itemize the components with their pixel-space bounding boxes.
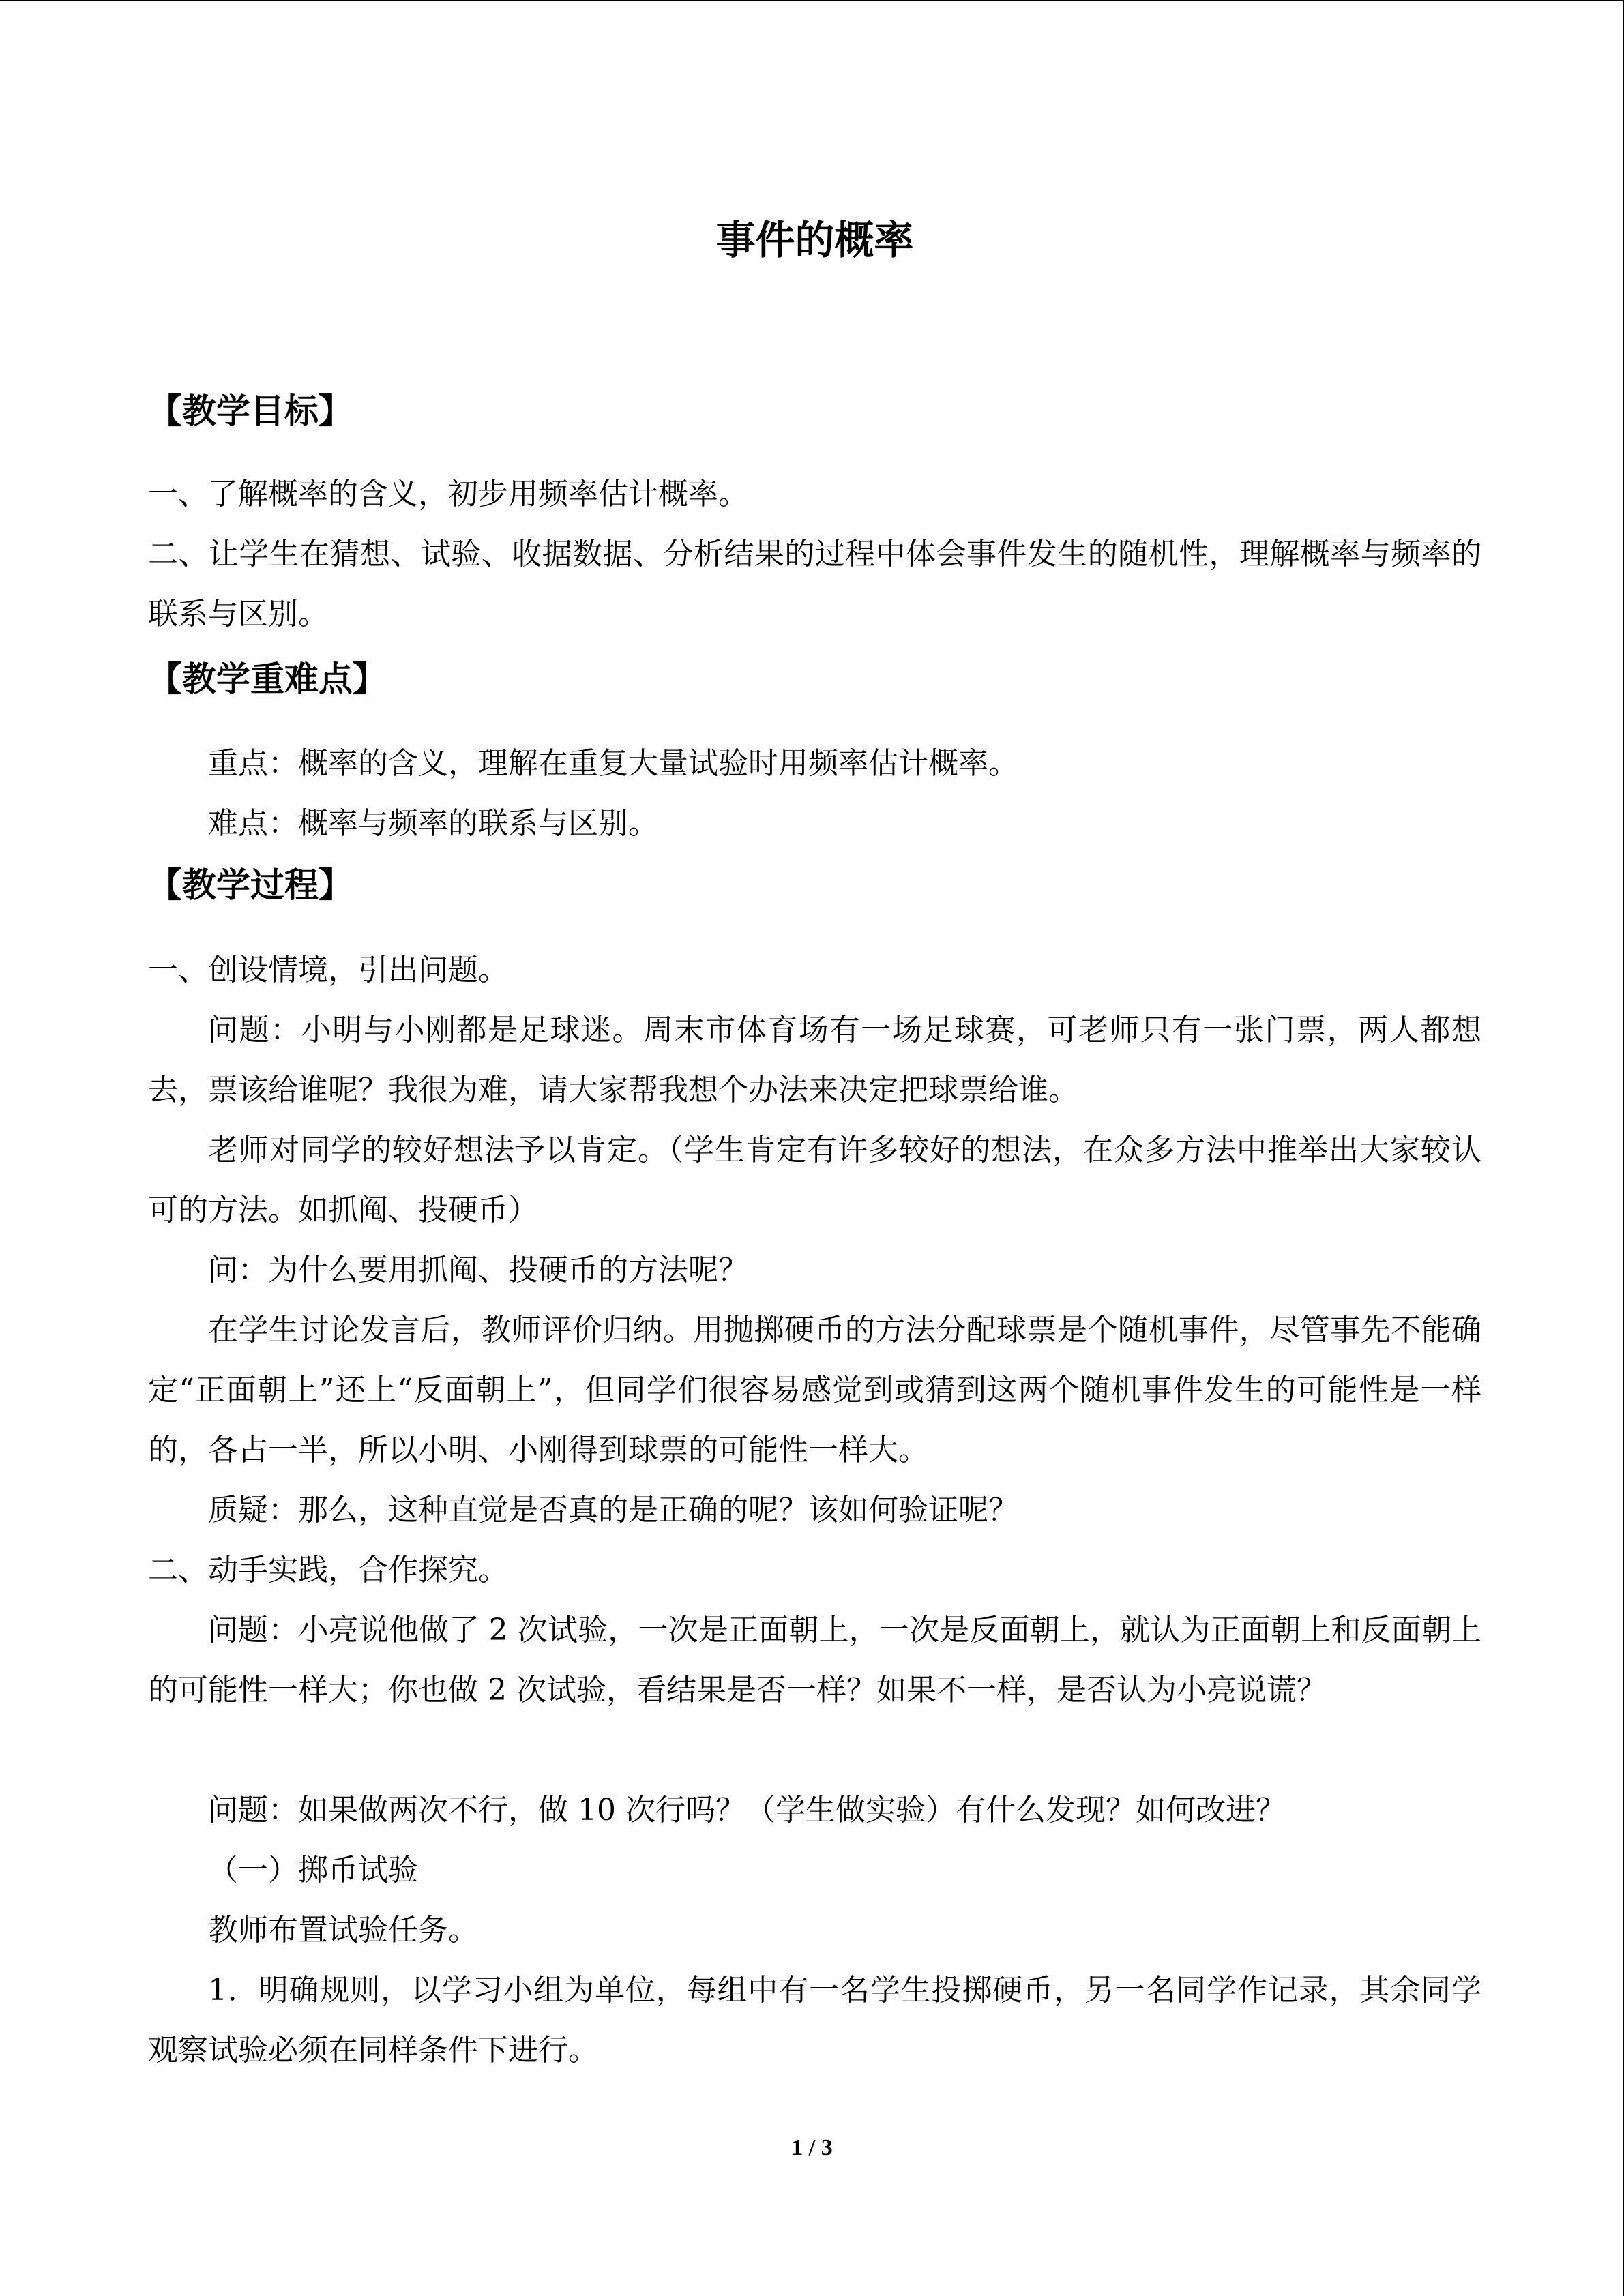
process-subheading: （一）掷币试验 bbox=[208, 1853, 418, 1888]
process-step-heading: 二、动手实践，合作探究。 bbox=[148, 1553, 508, 1587]
section-heading-key-points: 【教学重难点】 bbox=[148, 659, 387, 699]
page-number: 1 / 3 bbox=[791, 2135, 833, 2160]
process-paragraph: 问题：如果做两次不行，做 10 次行吗？（学生做实验）有什么发现？如何改进？ bbox=[208, 1793, 1286, 1828]
difficulty-item: 难点：概率与频率的联系与区别。 bbox=[208, 806, 658, 841]
process-paragraph: 问题：小明与小刚都是足球迷。周末市体育场有一场足球赛，可老师只有一张门票，两人都想去，票该给谁呢？我很为难，请大家帮我想个办法来决定把球票给谁。 bbox=[148, 1013, 1481, 1107]
section-heading-objectives: 【教学目标】 bbox=[148, 391, 353, 431]
process-paragraph: 问题：小亮说他做了 2 次试验，一次是正面朝上，一次是反面朝上，就认为正面朝上和反面朝上的可能性一样大；你也做 2 次试验，看结果是否一样？如果不一样，是否认为小亮说谎？ bbox=[148, 1613, 1481, 1708]
document-title: 事件的概率 bbox=[715, 217, 914, 263]
process-paragraph: 在学生讨论发言后，教师评价归纳。用抛掷硬币的方法分配球票是个随机事件，尽管事先不能确定“正面朝上”还上“反面朝上”，但同学们很容易感觉到或猜到这两个随机事件发生的可能性是一样的，各占一半，所以小明、小刚得到球票的可能性一样大。 bbox=[148, 1313, 1481, 1467]
process-step-heading: 一、创设情境，引出问题。 bbox=[148, 953, 508, 987]
process-paragraph: 老师对同学的较好想法予以肯定。（学生肯定有许多较好的想法，在众多方法中推举出大家较认可的方法。如抓阄、投硬币） bbox=[148, 1133, 1481, 1227]
objective-item: 二、让学生在猜想、试验、收据数据、分析结果的过程中体会事件发生的随机性，理解概率与频率的联系与区别。 bbox=[148, 537, 1481, 631]
section-heading-process: 【教学过程】 bbox=[148, 865, 353, 905]
objective-item: 一、了解概率的含义，初步用频率估计概率。 bbox=[148, 477, 748, 511]
process-paragraph: 1．明确规则，以学习小组为单位，每组中有一名学生投掷硬币，另一名同学作记录，其余同学观察试验必须在同样条件下进行。 bbox=[148, 1973, 1481, 2068]
process-paragraph: 质疑：那么，这种直觉是否真的是正确的呢？该如何验证呢？ bbox=[208, 1493, 1018, 1527]
process-paragraph: 教师布置试验任务。 bbox=[208, 1913, 478, 1948]
key-point-item: 重点：概率的含义，理解在重复大量试验时用频率估计概率。 bbox=[208, 746, 1018, 781]
process-paragraph: 问：为什么要用抓阄、投硬币的方法呢？ bbox=[208, 1253, 748, 1287]
